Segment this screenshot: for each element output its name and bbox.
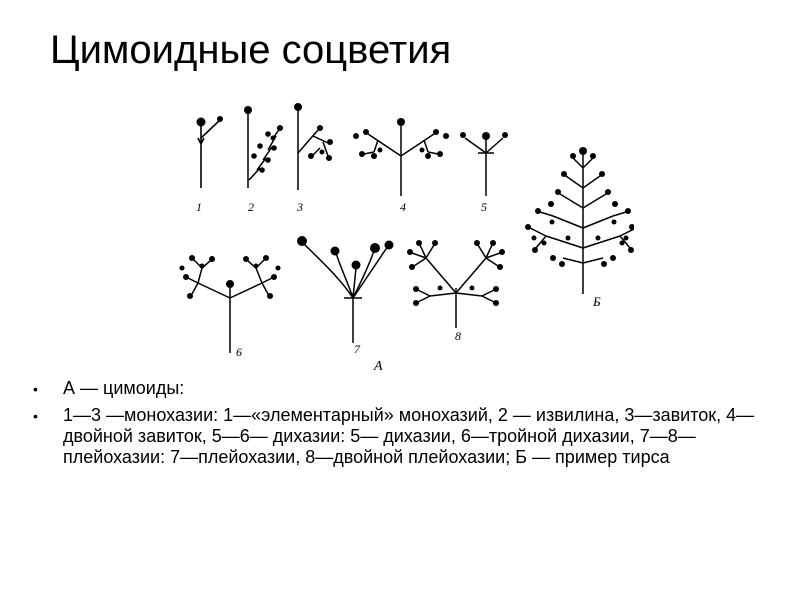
label-1: 1: [196, 200, 202, 214]
caption-text-1: 1—3 —монохазии: 1—«элементарный» монохазий, 2 — извилина, 3—завиток, 4—двойной завиток, 5—6— дихазии: 5— дихазии, 6—тройной дихазии, 7—8—плейохазии: 7—плейохазии, 8—двойной плейохазии; Б — пример тирса: [63, 405, 755, 467]
label-group-b: Б: [593, 294, 601, 309]
label-4: 4: [400, 200, 406, 214]
bullet-icon: •: [33, 381, 38, 397]
caption-item: [33, 405, 773, 468]
label-7: 7: [354, 342, 360, 356]
label-group-a: А: [374, 359, 383, 374]
label-6: 6: [236, 345, 242, 359]
caption-list: [33, 378, 773, 474]
caption-item: [33, 378, 773, 399]
inflorescence-diagram: [168, 98, 634, 380]
label-2: 2: [248, 200, 254, 214]
slide-title: Цимоидные соцветия: [50, 28, 452, 72]
caption-text-0: А — цимоиды:: [63, 378, 185, 398]
label-5: 5: [481, 200, 487, 214]
bullet-icon: •: [33, 408, 38, 424]
label-8: 8: [455, 329, 461, 343]
label-3: 3: [297, 200, 303, 214]
